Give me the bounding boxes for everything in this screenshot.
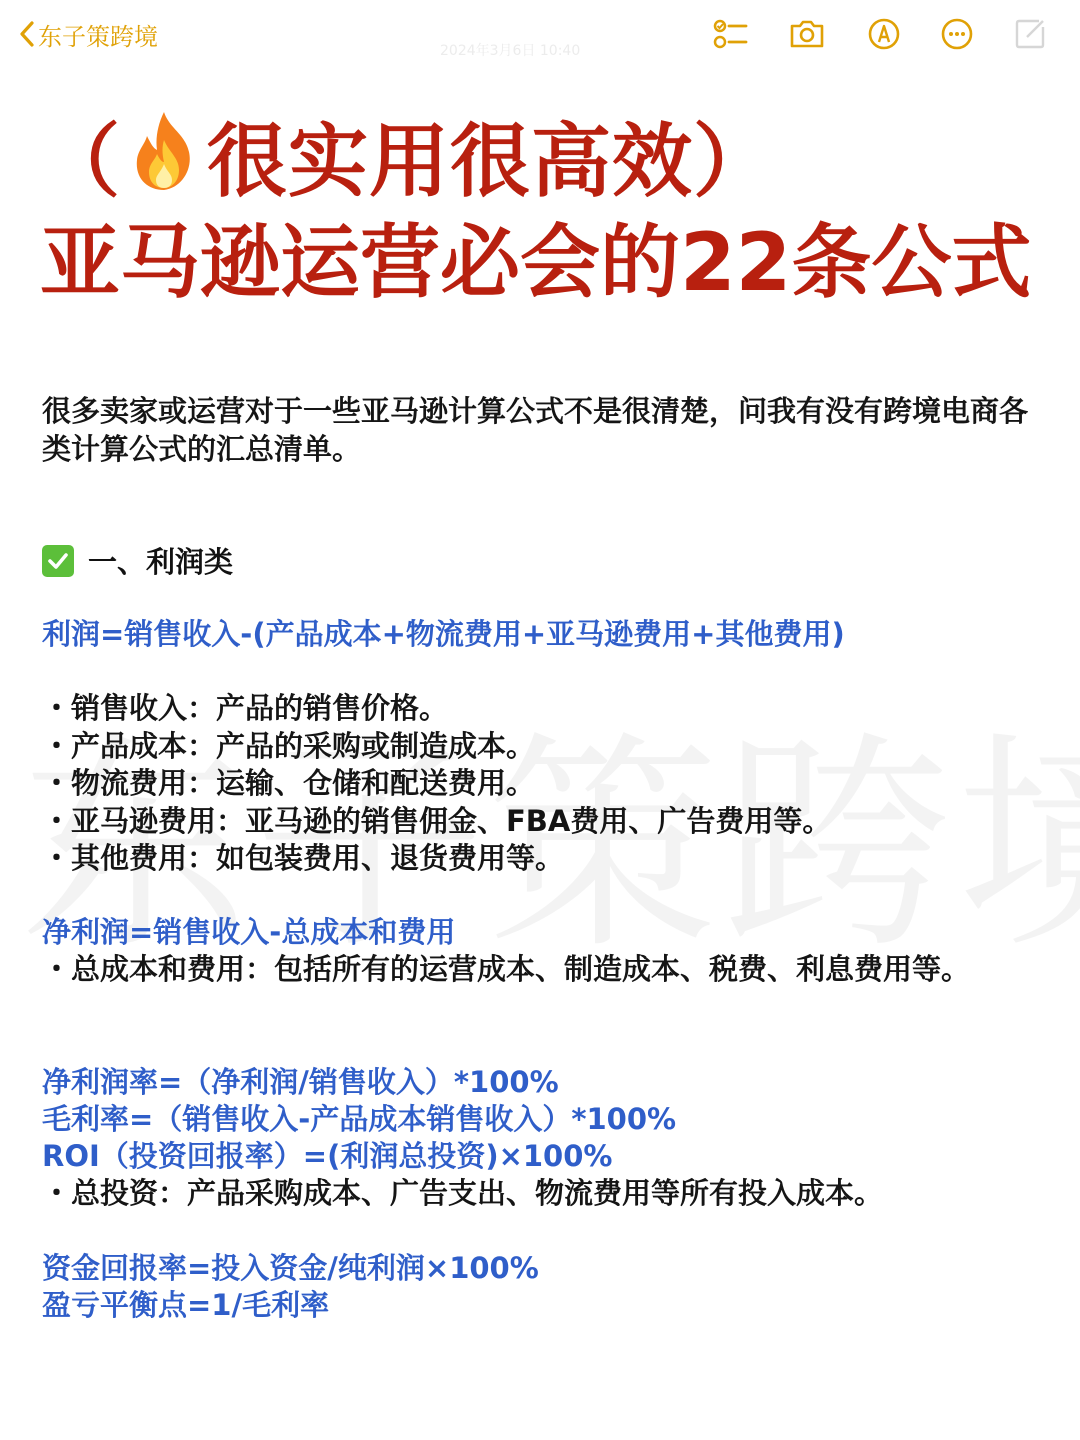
list-item: ・产品成本：产品的采购或制造成本。 [42,728,536,763]
camera-icon [788,18,826,50]
compose-icon [1013,17,1047,51]
formula-roi: ROI（投资回报率）=(利润总投资)×100% [42,1139,613,1173]
formula-net-profit: 净利润=销售收入-总成本和费用 [42,915,456,949]
net-profit-block [42,914,1032,989]
more-button[interactable] [937,14,977,54]
formula-capital-return: 资金回报率=投入资金/纯利润×100% [42,1251,539,1285]
roi-note: ・总投资：产品采购成本、广告支出、物流费用等所有投入成本。 [42,1176,884,1210]
margins-block [42,1064,1032,1213]
note-date: 2024年3月6日 10:40 [440,43,581,59]
fire-icon [125,110,203,214]
compose-button[interactable] [1010,14,1050,54]
title-line-2: 亚马逊运营必会的22条公式 [40,216,1032,309]
section-heading-text: 一、利润类 [88,545,234,579]
back-button[interactable] [18,14,158,54]
list-item: ・销售收入：产品的销售价格。 [42,691,449,725]
markup-pen-icon [867,17,901,51]
page-title [40,110,1060,312]
list-item: ・亚马逊费用：亚马逊的销售佣金、FBA费用、广告费用等。 [42,803,832,838]
formula-gross-margin: 毛利率=（销售收入-产品成本销售收入）*100% [42,1102,677,1136]
more-icon [940,17,974,51]
formula-net-margin: 净利润率=（净利润/销售收入）*100% [42,1065,559,1099]
title-open-paren: （ [40,115,121,208]
chevron-left-icon [18,20,36,48]
formula-profit: 利润=销售收入-(产品成本+物流费用+亚马逊费用+其他费用) [42,617,845,651]
net-profit-note: ・总成本和费用：包括所有的运营成本、制造成本、税费、利息费用等。 [42,952,971,986]
list-item: ・物流费用：运输、仓储和配送费用。 [42,766,536,800]
intro-paragraph: 很多卖家或运营对于一些亚马逊计算公式不是很清楚，问我有没有跨境电商各类计算公式的汇总清单。 [42,394,1029,466]
back-label: 东子策跨境 [38,22,158,51]
returns-block [42,1250,1032,1324]
checklist-button[interactable] [710,14,750,54]
top-toolbar [0,0,1080,70]
formula-breakeven: 盈亏平衡点=1/毛利率 [42,1288,330,1322]
checklist-icon [712,17,748,51]
section-heading [42,540,233,581]
markup-button[interactable] [864,14,904,54]
title-line-1-text: 很实用很高效） [207,115,774,208]
profit-items-list [42,690,1032,878]
camera-button[interactable] [787,14,827,54]
check-mark-icon [42,545,74,577]
title-line-1 [40,110,1060,214]
list-item: ・其他费用：如包装费用、退货费用等。 [42,841,565,875]
